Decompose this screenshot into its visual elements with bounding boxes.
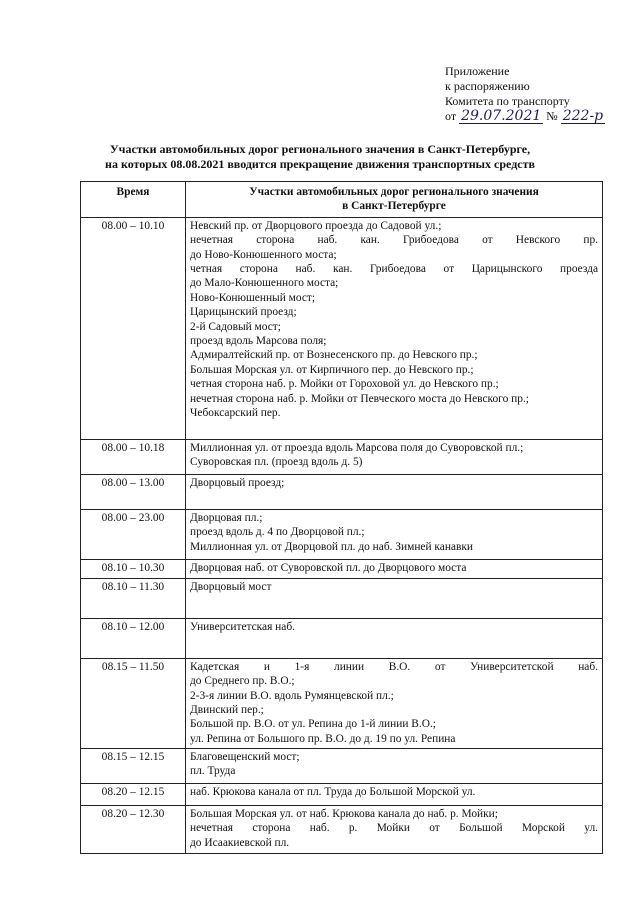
table-row xyxy=(81,805,603,853)
section-line: четная сторона наб. р. Мойки от Гороховой ул. до Невского пр.; xyxy=(190,378,499,391)
row-time: 08.00 – 13.00 xyxy=(81,474,186,509)
section-line: Суворовская пл. (проезд вдоль д. 5) xyxy=(190,456,363,469)
row-sections xyxy=(186,217,603,439)
section-line: Большой пр. В.О. от ул. Репина до 1-й линии В.О.; xyxy=(190,718,436,731)
document-title xyxy=(60,142,580,172)
section-line: нечетная сторона наб. р. Мойки от Певческого моста до Невского пр.; xyxy=(190,392,529,405)
section-line: Университетская наб. xyxy=(190,620,295,633)
section-line: Двинский пер.; xyxy=(190,704,264,717)
section-line: Невский пр. от Дворцового проезда до Садовой ул.; xyxy=(190,219,442,232)
row-time: 08.00 – 10.10 xyxy=(81,217,186,439)
appendix-date-line xyxy=(445,109,625,124)
row-time: 08.15 – 12.15 xyxy=(81,748,186,783)
section-line: Большая Морская ул. от наб. Крюкова канала до наб. р. Мойки; xyxy=(190,807,498,820)
section-line: нечетная сторона наб. р. Мойки от Большой Морской ул. xyxy=(190,822,598,835)
section-line: четная сторона наб. кан. Грибоедова от Царицынского проезда xyxy=(190,263,598,276)
section-line: 2-3-я линии В.О. вдоль Румянцевской пл.; xyxy=(190,689,394,702)
row-time: 08.10 – 10.30 xyxy=(81,559,186,578)
appendix-number-label: № xyxy=(546,109,558,123)
appendix-date: 29.07.2021 xyxy=(461,108,542,124)
appendix-line1: Приложение xyxy=(445,64,510,78)
row-sections xyxy=(186,474,603,509)
section-line: Дворцовый проезд; xyxy=(190,476,285,489)
title-line2: на которых 08.08.2021 вводится прекращение движения транспортных средств xyxy=(105,157,535,171)
section-line: Благовещенский мост; xyxy=(190,750,300,763)
section-line: Миллионная ул. от проезда вдоль Марсова поля до Суворовской пл.; xyxy=(190,441,524,454)
row-sections xyxy=(186,618,603,658)
row-time: 08.15 – 11.50 xyxy=(81,658,186,748)
section-line: до Ново-Конюшенного моста; xyxy=(190,248,337,261)
section-line: проезд вдоль д. 4 по Дворцовой пл.; xyxy=(190,526,365,539)
table-row xyxy=(81,509,603,559)
row-time: 08.10 – 12.00 xyxy=(81,618,186,658)
row-sections xyxy=(186,783,603,805)
row-sections xyxy=(186,509,603,559)
row-sections xyxy=(186,805,603,853)
table-header-row xyxy=(81,182,603,218)
row-sections xyxy=(186,658,603,748)
header-sections-line1: Участки автомобильных дорог регионального значения xyxy=(249,186,539,198)
appendix-from-label: от xyxy=(445,109,457,123)
table-row xyxy=(81,217,603,439)
section-line: Чебоксарский пер. xyxy=(190,407,281,420)
row-sections xyxy=(186,748,603,783)
section-line: Царицынский проезд; xyxy=(190,306,297,319)
row-time: 08.20 – 12.15 xyxy=(81,783,186,805)
road-sections-table xyxy=(80,181,603,854)
table-row xyxy=(81,618,603,658)
row-sections xyxy=(186,578,603,618)
section-line: Большая Морская ул. от Кирпичного пер. до Невского пр.; xyxy=(190,363,474,376)
section-line: пл. Труда xyxy=(190,765,236,778)
section-line: до Среднего пр. В.О.; xyxy=(190,675,295,688)
section-line: до Исаакиевской пл. xyxy=(190,836,290,849)
header-time: Время xyxy=(81,182,186,218)
row-sections xyxy=(186,559,603,578)
section-line: ул. Репина от Большого пр. В.О. до д. 19 по ул. Репина xyxy=(190,732,456,745)
row-time: 08.00 – 23.00 xyxy=(81,509,186,559)
section-line: Дворцовая наб. от Суворовской пл. до Дворцового моста xyxy=(190,561,467,574)
section-line: Кадетская и 1-я линии В.О. от Университетской наб. xyxy=(190,660,598,673)
section-line: Ново-Конюшенный мост; xyxy=(190,291,316,304)
row-sections xyxy=(186,439,603,474)
table-row xyxy=(81,474,603,509)
table-row xyxy=(81,658,603,748)
appendix-line3: Комитета по транспорту xyxy=(445,94,570,108)
table-row xyxy=(81,783,603,805)
table-row xyxy=(81,578,603,618)
section-line: нечетная сторона наб. кан. Грибоедова от Невского пр. xyxy=(190,234,598,247)
section-line: 2-й Садовый мост; xyxy=(190,320,281,333)
table-row xyxy=(81,748,603,783)
row-time: 08.20 – 12.30 xyxy=(81,805,186,853)
table-row xyxy=(81,559,603,578)
row-time: 08.00 – 10.18 xyxy=(81,439,186,474)
row-time: 08.10 – 11.30 xyxy=(81,578,186,618)
appendix-number: 222-р xyxy=(562,108,604,124)
section-line: Адмиралтейский пр. от Вознесенского пр. до Невского пр.; xyxy=(190,349,478,362)
section-line: проезд вдоль Марсова поля; xyxy=(190,335,327,348)
header-sections-line2: в Санкт-Петербурге xyxy=(342,200,446,213)
appendix-line2: к распоряжению xyxy=(445,79,530,93)
section-line: Дворцовый мост xyxy=(190,580,272,593)
header-sections xyxy=(186,182,603,218)
section-line: наб. Крюкова канала от пл. Труда до Большой Морской ул. xyxy=(190,785,476,798)
table-row xyxy=(81,439,603,474)
section-line: Миллионная ул. от Дворцовой пл. до наб. Зимней канавки xyxy=(190,540,473,553)
appendix-block xyxy=(445,64,625,124)
section-line: Дворцовая пл.; xyxy=(190,511,263,524)
title-line1: Участки автомобильных дорог регионального значения в Санкт-Петербурге, xyxy=(109,142,531,156)
section-line: до Мало-Конюшенного моста; xyxy=(190,277,339,290)
